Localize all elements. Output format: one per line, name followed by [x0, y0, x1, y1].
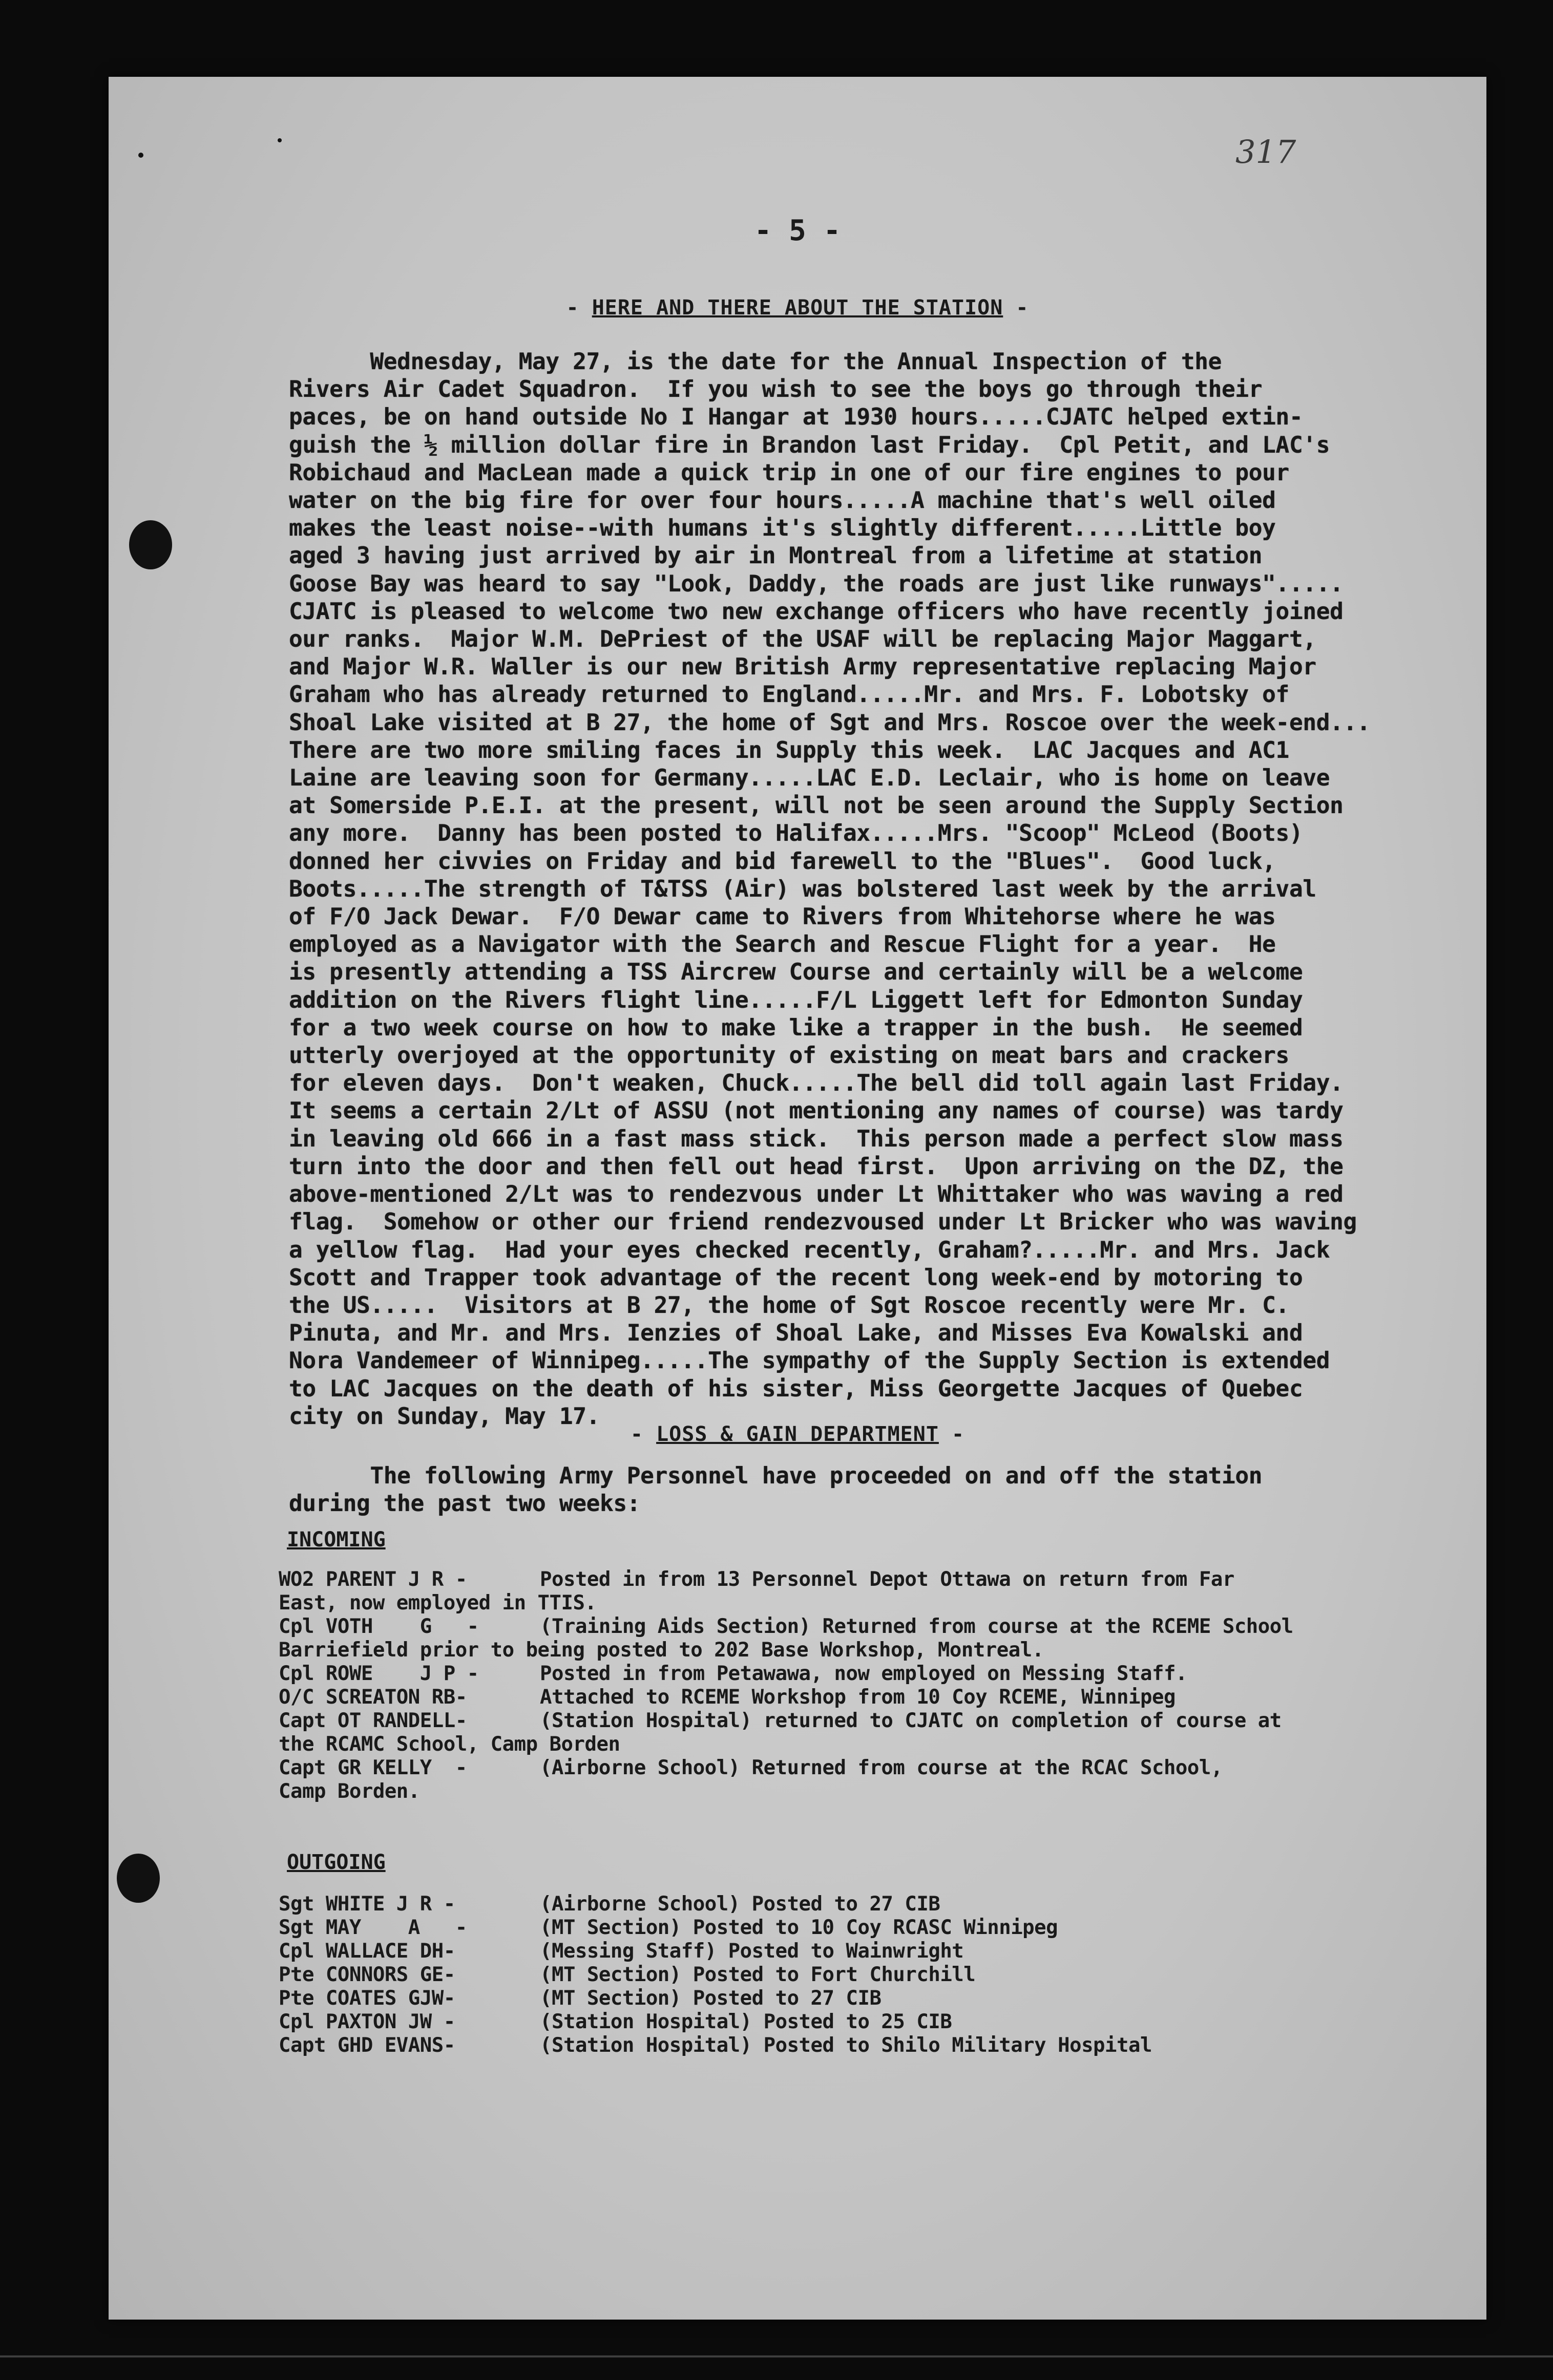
- text-line: utterly overjoyed at the opportunity of existing on meat bars and crackers: [289, 1043, 1289, 1069]
- personnel-entry: [279, 1893, 1477, 1916]
- personnel-entry: [279, 1916, 1477, 1940]
- text-line: turn into the door and then fell out head first. Upon arriving on the DZ, the: [289, 1153, 1344, 1180]
- outgoing-heading: OUTGOING: [287, 1851, 386, 1874]
- text-line: donned her civvies on Friday and bid farewell to the "Blues". Good luck,: [289, 848, 1276, 875]
- here-and-there-body: [289, 348, 1477, 1431]
- text-line: Boots.....The strength of T&TSS (Air) was bolstered last week by the arrival: [289, 876, 1316, 902]
- text-line: during the past two weeks:: [289, 1491, 641, 1517]
- personnel-detail: Attached to RCEME Workshop from 10 Coy RCEME, Winnipeg: [540, 1686, 1176, 1709]
- text-line: flag. Somehow or other our friend rendezvoused under Lt Bricker who was waving: [289, 1209, 1357, 1236]
- section-title-here-and-there: - HERE AND THERE ABOUT THE STATION -: [566, 296, 1029, 320]
- text-line: in leaving old 666 in a fast mass stick. This person made a perfect slow mass: [289, 1125, 1344, 1152]
- personnel-name: Capt OT RANDELL-: [279, 1709, 467, 1732]
- text-line: any more. Danny has been posted to Halifax.....Mrs. "Scoop" McLeod (Boots): [289, 820, 1303, 847]
- text-line: a yellow flag. Had your eyes checked recently, Graham?.....Mr. and Mrs. Jack: [289, 1237, 1330, 1263]
- text-line: makes the least noise--with humans it's slightly different.....Little boy: [289, 515, 1276, 542]
- speck: [278, 138, 282, 142]
- document-page: [109, 77, 1486, 2320]
- text-line: Shoal Lake visited at B 27, the home of Sgt and Mrs. Roscoe over the week-end...: [289, 709, 1371, 736]
- text-line: is presently attending a TSS Aircrew Course and certainly will be a welcome: [289, 959, 1303, 986]
- personnel-detail: (MT Section) Posted to Fort Churchill: [540, 1963, 976, 1986]
- incoming-heading: INCOMING: [287, 1528, 386, 1552]
- text-line: the US..... Visitors at B 27, the home of Sgt Roscoe recently were Mr. C.: [289, 1292, 1289, 1319]
- text-line: Rivers Air Cadet Squadron. If you wish to see the boys go through their: [289, 376, 1263, 403]
- text-line: Wednesday, May 27, is the date for the Annual Inspection of the: [289, 349, 1222, 375]
- handwritten-page-number: 317: [1235, 133, 1296, 171]
- personnel-entry: [279, 1987, 1477, 2010]
- text-line: our ranks. Major W.M. DePriest of the USAF will be replacing Major Maggart,: [289, 626, 1316, 653]
- personnel-entry: [279, 1568, 1477, 1591]
- personnel-name: WO2 PARENT J R -: [279, 1568, 467, 1591]
- text-line: Pinuta, and Mr. and Mrs. Ienzies of Shoal Lake, and Misses Eva Kowalski and: [289, 1320, 1303, 1347]
- personnel-entry: [279, 1756, 1477, 1780]
- personnel-detail: (Airborne School) Returned from course at the RCAC School,: [540, 1756, 1223, 1779]
- personnel-detail: (Station Hospital) Posted to Shilo Military Hospital: [540, 2034, 1152, 2057]
- text-line: aged 3 having just arrived by air in Montreal from a lifetime at station: [289, 543, 1263, 569]
- personnel-detail: Posted in from 13 Personnel Depot Ottawa on return from Far: [540, 1568, 1234, 1591]
- loss-gain-intro: [289, 1462, 1477, 1518]
- incoming-list: [279, 1568, 1477, 1803]
- text-line: Nora Vandemeer of Winnipeg.....The sympathy of the Supply Section is extended: [289, 1348, 1330, 1374]
- personnel-name: Capt GHD EVANS-: [279, 2034, 455, 2057]
- personnel-name: Capt GR KELLY -: [279, 1756, 467, 1779]
- personnel-name: Cpl VOTH G -: [279, 1615, 479, 1638]
- personnel-detail: (Training Aids Section) Returned from course at the RCEME School: [540, 1615, 1293, 1638]
- text-line: above-mentioned 2/Lt was to rendezvous under Lt Whittaker who was waving a red: [289, 1181, 1344, 1208]
- personnel-detail-continued: Camp Borden.: [279, 1780, 420, 1803]
- personnel-detail: (Station Hospital) Posted to 25 CIB: [540, 2010, 952, 2033]
- text-line: to LAC Jacques on the death of his sister, Miss Georgette Jacques of Quebec: [289, 1375, 1303, 1402]
- text-line: The following Army Personnel have proceeded on and off the station: [289, 1463, 1263, 1489]
- text-line: at Somerside P.E.I. at the present, will not be seen around the Supply Section: [289, 793, 1344, 819]
- personnel-name: Cpl ROWE J P -: [279, 1662, 479, 1685]
- punch-hole: [129, 520, 172, 569]
- personnel-name: Pte CONNORS GE-: [279, 1963, 455, 1986]
- text-line: Scott and Trapper took advantage of the recent long week-end by motoring to: [289, 1264, 1303, 1291]
- personnel-detail-continued: the RCAMC School, Camp Borden: [279, 1733, 620, 1756]
- personnel-entry: [279, 1963, 1477, 1987]
- text-line: of F/O Jack Dewar. F/O Dewar came to Rivers from Whitehorse where he was: [289, 904, 1276, 930]
- page-number: - 5 -: [754, 214, 841, 247]
- personnel-detail: (MT Section) Posted to 10 Coy RCASC Winnipeg: [540, 1916, 1058, 1939]
- text-line: Graham who has already returned to England.....Mr. and Mrs. F. Lobotsky of: [289, 682, 1289, 708]
- outgoing-list: [279, 1893, 1477, 2057]
- text-line: water on the big fire for over four hours.....A machine that's well oiled: [289, 487, 1276, 514]
- personnel-detail: Posted in from Petawawa, now employed on Messing Staff.: [540, 1662, 1187, 1685]
- text-line: guish the ½ million dollar fire in Brandon last Friday. Cpl Petit, and LAC's: [289, 432, 1330, 458]
- personnel-detail-continued: East, now employed in TTIS.: [279, 1591, 597, 1614]
- text-line: paces, be on hand outside No I Hangar at 1930 hours.....CJATC helped extin-: [289, 404, 1303, 431]
- text-line: city on Sunday, May 17.: [289, 1403, 600, 1430]
- personnel-entry: [279, 2034, 1477, 2057]
- personnel-entry: [279, 1709, 1477, 1733]
- personnel-entry: [279, 1686, 1477, 1709]
- personnel-name: Sgt WHITE J R -: [279, 1893, 455, 1916]
- personnel-name: Pte COATES GJW-: [279, 1987, 455, 2010]
- personnel-entry: [279, 2010, 1477, 2034]
- personnel-detail: (Airborne School) Posted to 27 CIB: [540, 1893, 940, 1916]
- text-line: CJATC is pleased to welcome two new exchange officers who have recently joined: [289, 598, 1344, 625]
- personnel-entry: [279, 1615, 1477, 1639]
- text-line: for eleven days. Don't weaken, Chuck.....The bell did toll again last Friday.: [289, 1070, 1344, 1097]
- text-line: and Major W.R. Waller is our new British Army representative replacing Major: [289, 654, 1316, 681]
- personnel-detail: (Station Hospital) returned to CJATC on completion of course at: [540, 1709, 1282, 1732]
- speck: [138, 153, 143, 158]
- text-line: It seems a certain 2/Lt of ASSU (not mentioning any names of course) was tardy: [289, 1098, 1344, 1124]
- section-title-loss-gain: - LOSS & GAIN DEPARTMENT -: [630, 1422, 965, 1446]
- personnel-name: Cpl PAXTON JW -: [279, 2010, 455, 2033]
- personnel-name: Cpl WALLACE DH-: [279, 1940, 455, 1963]
- text-line: employed as a Navigator with the Search and Rescue Flight for a year. He: [289, 931, 1276, 958]
- text-line: Robichaud and MacLean made a quick trip in one of our fire engines to pour: [289, 459, 1289, 486]
- punch-hole: [117, 1854, 160, 1903]
- scan-border-line: [0, 2355, 1553, 2357]
- personnel-detail: (MT Section) Posted to 27 CIB: [540, 1987, 882, 2010]
- personnel-detail: (Messing Staff) Posted to Wainwright: [540, 1940, 964, 1963]
- personnel-name: Sgt MAY A -: [279, 1916, 467, 1939]
- text-line: There are two more smiling faces in Supply this week. LAC Jacques and AC1: [289, 737, 1289, 763]
- personnel-entry: [279, 1940, 1477, 1963]
- text-line: for a two week course on how to make like a trapper in the bush. He seemed: [289, 1014, 1303, 1041]
- personnel-name: O/C SCREATON RB-: [279, 1686, 467, 1709]
- text-line: addition on the Rivers flight line.....F/L Liggett left for Edmonton Sunday: [289, 987, 1303, 1013]
- personnel-entry: [279, 1662, 1477, 1686]
- text-line: Laine are leaving soon for Germany.....LAC E.D. Leclair, who is home on leave: [289, 765, 1330, 792]
- text-line: Goose Bay was heard to say "Look, Daddy, the roads are just like runways".....: [289, 570, 1344, 597]
- personnel-detail-continued: Barriefield prior to being posted to 202 Base Workshop, Montreal.: [279, 1639, 1044, 1662]
